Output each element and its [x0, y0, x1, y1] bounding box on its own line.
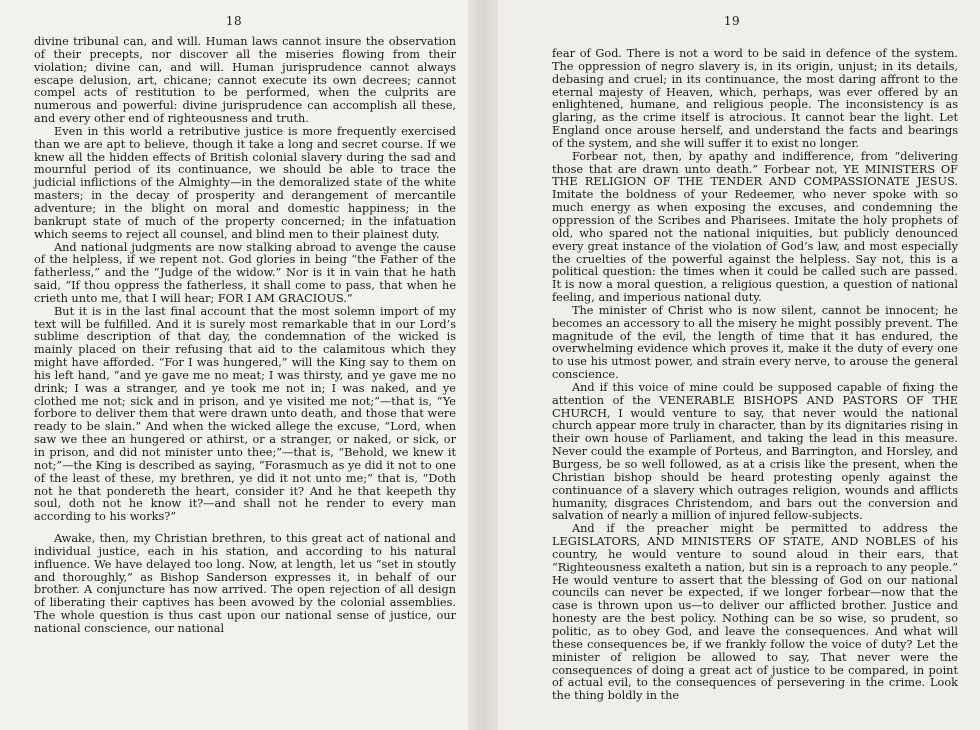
- page-number: 19: [723, 14, 741, 28]
- paragraph: The minister of Christ who is now silent, cannot be innocent; he becomes an accessory to all the misery he might possibly prevent. The magnitude of the evil, the length of time that it has endured, the overwhelming evidence which proves it, make it the duty of every one to use his utmost power, and strain every nerve, to arouse the general conscience.: [552, 303, 958, 382]
- paragraph: divine tribunal can, and will. Human laws cannot insure the observation of their precepts, nor discover all the miseries flowing from their violation; divine can, and will. Human jurisprudence cannot always escape delusion, art, chicane; cannot execute its own decrees; cannot compel acts of restitution to be performed, when the culprits are numerous and powerful: divine jurisprudence can accomplish all these, and every other end of righteousness and truth.: [34, 35, 456, 126]
- left-page: [0, 0, 468, 730]
- paragraph: And if this voice of mine could be supposed capable of fixing the attention of the VENERABLE BISHOPS AND PASTORS OF THE CHURCH, I would venture to say, that never would the national church appear more truly in character, than by its dignitaries rising in their own house of Parliament, and taking the lead in this measure. Never could the example of Porteus, and Barrington, and Horsley, and Burgess, be so well followed, as at a crisis like the present, when the Christian bishop should be heard protesting openly against the continuance of a slavery which outrages religion, wounds and afflicts humanity, disgraces Christendom, and bars out the conversion and salvation of nearly a million of injured fellow-subjects.: [552, 380, 958, 523]
- page-body: [34, 36, 456, 636]
- paragraph: But it is in the last final account that the most solemn import of my text will be fulfilled. And it is surely most remarkable that in our Lord’s sublime description of that day, the condemnation of the wicked is mainly placed on their refusing that aid to the calamitous which they might have afforded. “For I was hungered,” will the King say to them on his left hand, “and ye gave me no meat; I was thirsty, and ye gave me no drink; I was a stranger, and ye took me not in; I was naked, and ye clothed me not; sick and in prison, and ye visited me not;”—that is, “Ye forbore to deliver them that were drawn unto death, and those that were ready to be slain.” And when the wicked allege the excuse, “Lord, when saw we thee an hungered or athirst, or a stranger, or naked, or sick, or in prison, and did not minister unto thee;”—that is, “Behold, we knew it not;”—the King is described as saying, “Forasmuch as ye did it not to one of the least of these, my brethren, ye did it not unto me;” that is, “Doth not he that pondereth the heart, consider it? And he that keepeth thy soul, doth not he know it?—and shall not he render to every man according to his works?”: [34, 304, 456, 524]
- paragraph: And national judgments are now stalking abroad to avenge the cause of the helpless, if we repent not. God glories in being “the Father of the fatherless,” and the “Judge of the widow.” Nor is it in vain that he hath said, “If thou oppress the fatherless, it shall come to pass, that when he crieth unto me, that I will hear; FOR I AM GRACIOUS.”: [34, 240, 456, 305]
- right-page: [498, 0, 966, 730]
- paragraph: Awake, then, my Christian brethren, to this great act of national and individual justice, each in his station, and according to his natural influence. We have delayed too long. Now, at length, let us “set in stoutly and thoroughly,” as Bishop Sanderson expresses it, in behalf of our brother. A conjuncture has now arrived. The open rejection of all design of liberating their captives has been avowed by the colonial assemblies. The whole question is thus cast upon our national sense of justice, our national conscience, our national: [34, 532, 456, 635]
- page-number: 18: [225, 14, 243, 28]
- paragraph: And if the preacher might be permitted to address the LEGISLATORS, AND MINISTERS OF STATE, AND NOBLES of his country, he would venture to sound aloud in their ears, that “Righteousness exalteth a nation, but sin is a reproach to any people.” He would venture to assert that the blessing of God on our national councils can never be expected, if we longer forbear—now that the case is thrown upon us—to deliver our afflicted brother. Justice and honesty are the best policy. Nothing can be so wise, so prudent, so politic, as to obey God, and leave the consequences. And what will these consequences be, if we frankly follow the voice of duty? Let the minister of religion be allowed to say, That never were the consequences of doing a great act of justice to be compared, in point of actual evil, to the consequences of persevering in the crime. Look the thing boldly in the: [552, 522, 958, 703]
- paragraph: fear of God. There is not a word to be said in defence of the system. The oppression of negro slavery is, in its origin, unjust; in its details, debasing and cruel; in its continuance, the most daring affront to the eternal majesty of Heaven, which, perhaps, was ever offered by an enlightened, humane, and religious people. The inconsistency is as glaring, as the crime itself is atrocious. It cannot bear the light. Let England once arouse herself, and understand the facts and bearings of the system, and she will suffer it to exist no longer.: [552, 47, 958, 150]
- paragraph: Even in this world a retributive justice is more frequently exercised than we are apt to believe, though it take a long and secret course. If we knew all the hidden effects of British colonial slavery during the sad and mournful period of its continuance, we should be able to trace the judicial inflictions of the Almighty—in the demoralized state of the white masters; in the decay of prosperity and derangement of mercantile adventure; in the blight on moral and domestic happiness; in the bankrupt state of much of the property concerned; in the infatuation which seems to reject all counsel, and blind men to their plainest duty.: [34, 124, 456, 241]
- book-gutter: [468, 0, 498, 730]
- page-body: [552, 48, 958, 703]
- paragraph: Forbear not, then, by apathy and indifference, from “delivering those that are drawn unto death.” Forbear not, YE MINISTERS OF THE RELIGION OF THE TENDER AND COMPASSIONATE JESUS. Imitate the boldness of your Redeemer, who never spoke with so much energy as when exposing the excuses, and condemning the oppression of the Scribes and Pharisees. Imitate the holy prophets of old, who spared not the national iniquities, but publicly denounced every great instance of the violation of God’s law, and most especially the cruelties of the powerful against the helpless. Say not, this is a political question: the times when it could be called such are passed. It is now a moral question, a religious question, a question of national feeling, and imperious national duty.: [552, 149, 958, 305]
